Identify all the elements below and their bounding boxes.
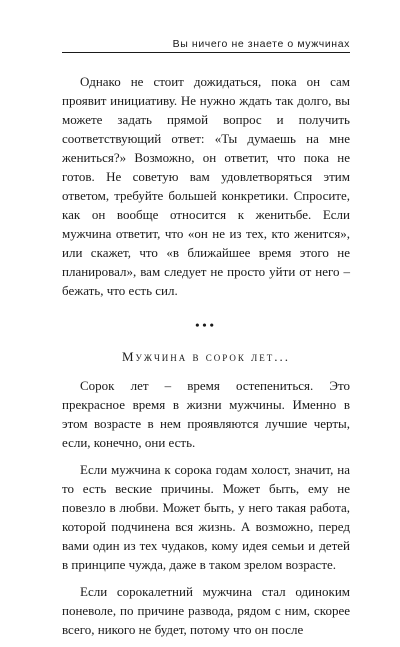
running-header [62, 38, 350, 53]
section-title: Мужчина в сорок лет... [121, 349, 291, 364]
paragraph: Однако не стоит дожидаться, пока он сам проявит инициативу. Не нужно ждать так долго, вы можете задать прямой вопрос и получить соответствующий ответ: «Ты думаешь на мне жениться?» Возможно, он ответит, что пока не готов. Не советую вам удовлетворяться этим ответом, требуйте большей конкретики. Спросите, как он вообще относится к женитьбе. Если мужчина ответит, что «он не из тех, кто женится», или скажет, что «в ближайшее время этого не планировал», вам следует не просто уйти от него – бежать, что есть сил. [62, 74, 350, 298]
page-body [62, 72, 350, 647]
section-separator: ••• [195, 318, 217, 332]
running-title: Вы ничего не знаете о мужчинах [172, 38, 350, 50]
paragraph: Если сорокалетний мужчина стал одиноким поневоле, по причине развода, рядом с ним, скорее всего, никого не будет, потому что он после [62, 584, 350, 637]
paragraph: Сорок лет – время остепениться. Это прекрасное время в жизни мужчины. Именно в этом возрасте в нем проявляются лучшие черты, если, конечно, они есть. [62, 378, 350, 450]
paragraph: Если мужчина к сорока годам холост, значит, на то есть веские причины. Может быть, ему не повезло в любви. Может быть, у него такая работа, которой подчинена вся жизнь. А возможно, перед вами один из тех чудаков, кому идея семьи и детей в принципе чужда, даже в таком зрелом возрасте. [62, 462, 350, 572]
